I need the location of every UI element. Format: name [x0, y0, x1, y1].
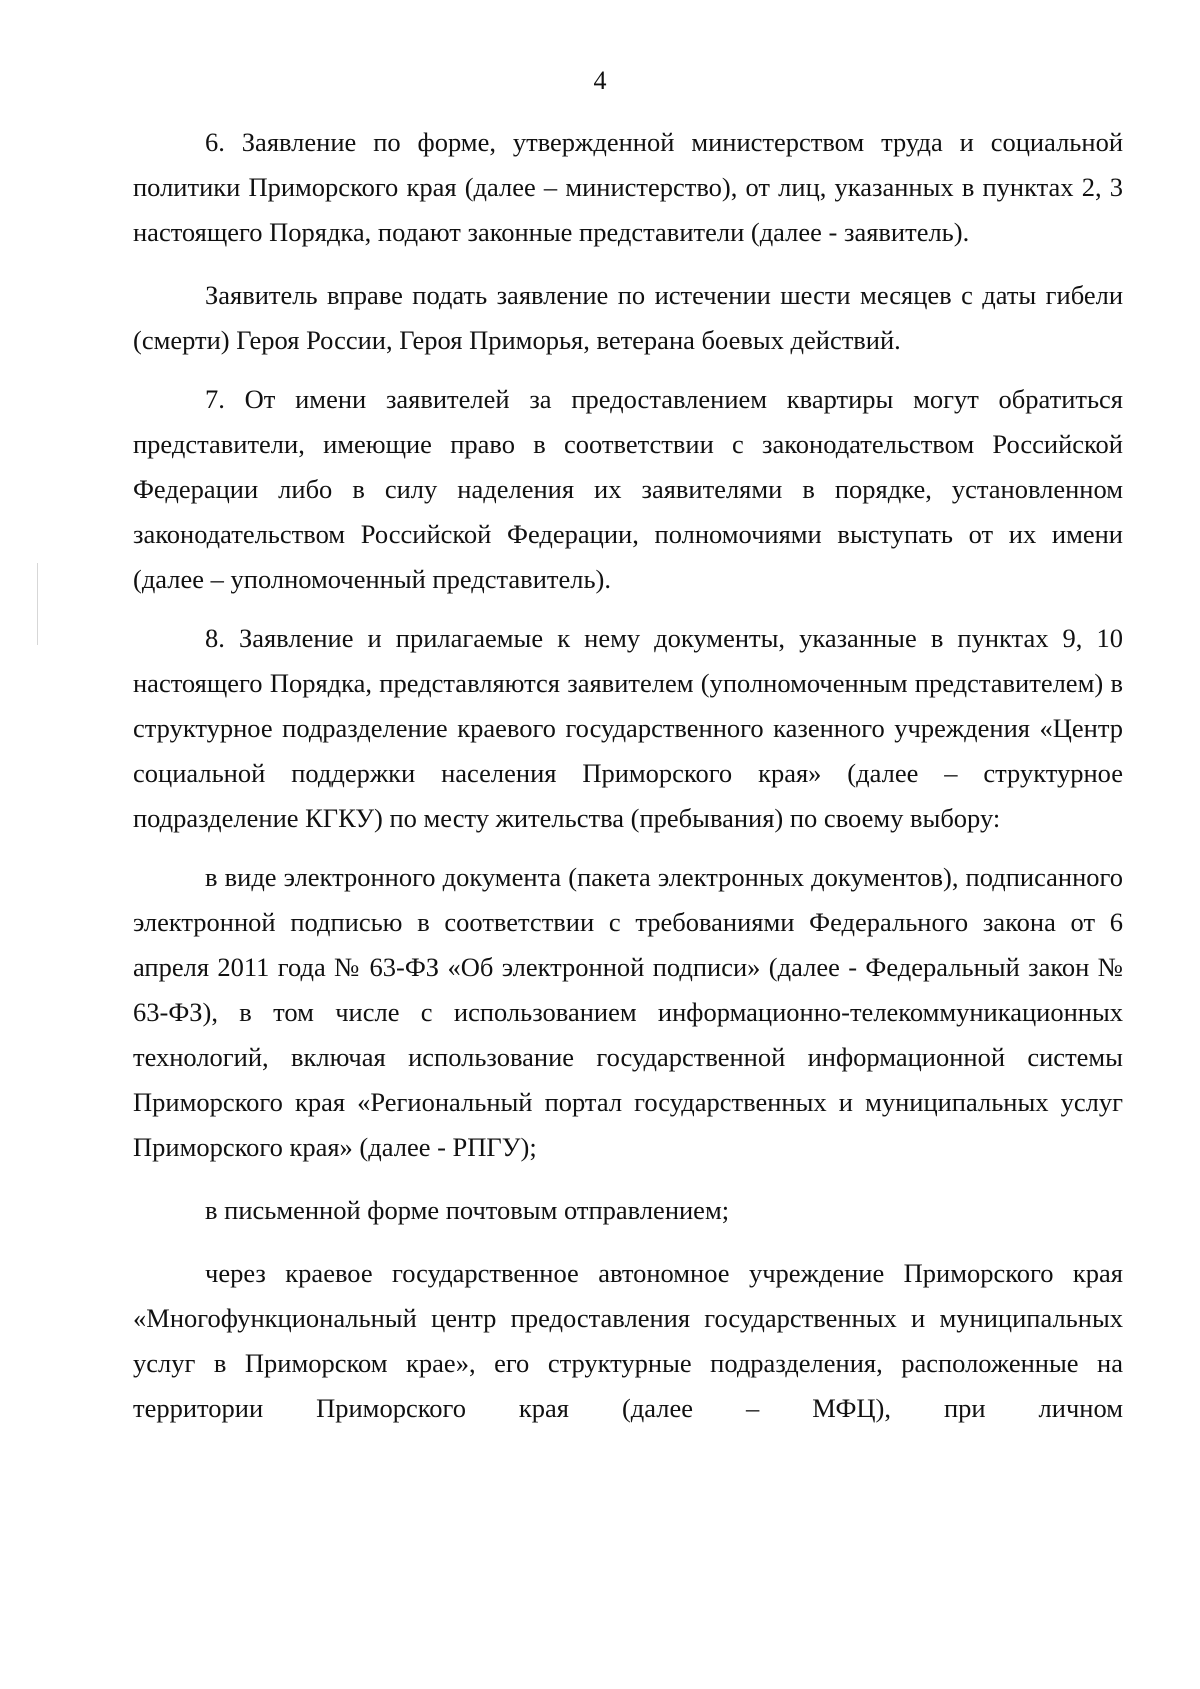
page-number: 4: [593, 66, 607, 95]
document-body: [133, 120, 1123, 1431]
paragraph-7: 7. От имени заявителей за предоставлением квартиры могут обратиться представители, имеющие право в соответствии с законодательством Российской Федерации либо в силу наделения их заявителями в порядке, установленном законодательством Российской Федерации, полномочиями выступать от их имени (далее – уполномоченный представитель).: [133, 384, 1123, 594]
scan-margin-mark: [37, 563, 38, 645]
paragraph-applicant-right: Заявитель вправе подать заявление по истечении шести месяцев с даты гибели (смерти) Героя России, Героя Приморья, ветерана боевых действий.: [133, 280, 1123, 355]
paragraph-electronic-submission: в виде электронного документа (пакета электронных документов), подписанного электронной подписью в соответствии с требованиями Федерального закона от 6 апреля 2011 года № 63-ФЗ «Об электронной подписи» (далее - Федеральный закон № 63-ФЗ), в том числе с использованием информационно-телекоммуникационных технологий, включая использование государственной информационной системы Приморского края «Региональный портал государственных и муниципальных услуг Приморского края» (далее - РПГУ);: [133, 862, 1123, 1162]
paragraph-6: 6. Заявление по форме, утвержденной министерством труда и социальной политики Приморского края (далее – министерство), от лиц, указанных в пунктах 2, 3 настоящего Порядка, подают законные представители (далее - заявитель).: [133, 127, 1123, 247]
paragraph-postal-submission: в письменной форме почтовым отправлением;: [205, 1195, 730, 1225]
paragraph-mfc-submission: через краевое государственное автономное учреждение Приморского края «Многофункциональный центр предоставления государственных и муниципальных услуг в Приморском крае», его структурные подразделения, расположенные на территории Приморского края (далее – МФЦ), при личном: [133, 1258, 1123, 1423]
paragraph-8: 8. Заявление и прилагаемые к нему документы, указанные в пунктах 9, 10 настоящего Порядка, представляются заявителем (уполномоченным представителем) в структурное подразделение краевого государственного казенного учреждения «Центр социальной поддержки населения Приморского края» (далее – структурное подразделение КГКУ) по месту жительства (пребывания) по своему выбору:: [133, 623, 1123, 833]
